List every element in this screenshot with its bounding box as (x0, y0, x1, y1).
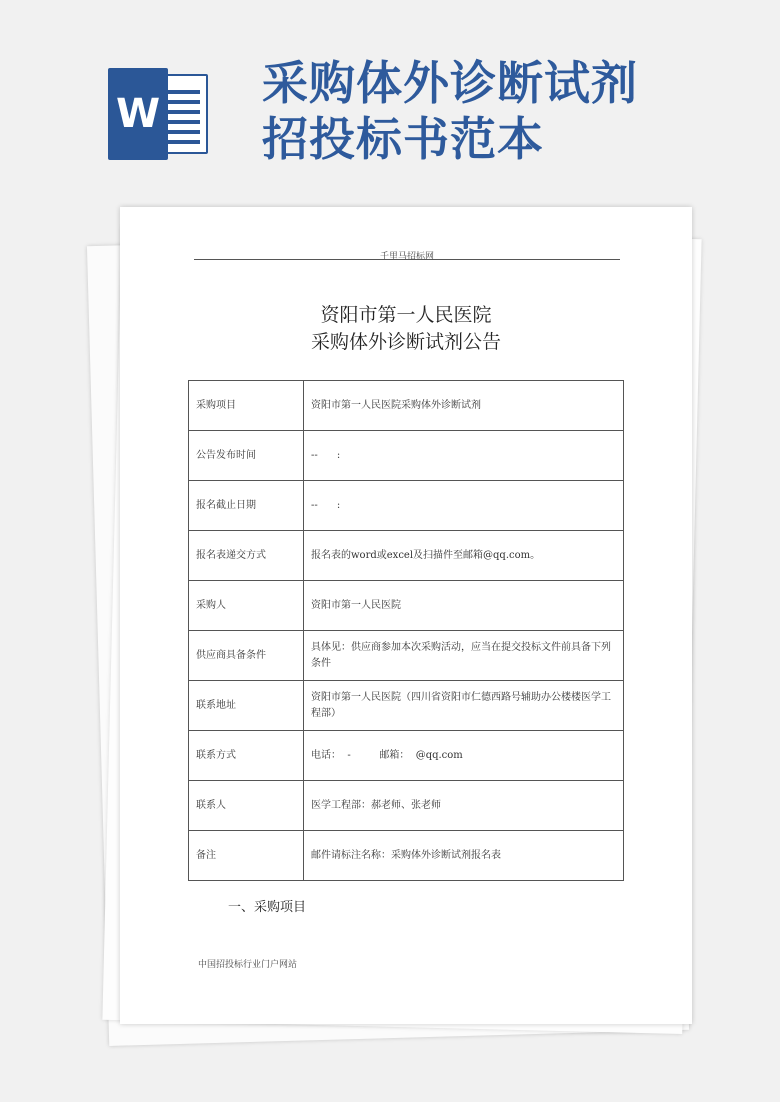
row-value: 电话： - 邮箱： @qq.com (304, 731, 624, 781)
table-row (189, 781, 624, 831)
table-row (189, 381, 624, 431)
table-row (189, 731, 624, 781)
banner-title (262, 55, 762, 167)
row-label: 报名截止日期 (189, 481, 304, 531)
banner-title-line1: 采购体外诊断试剂 (262, 56, 638, 110)
row-value: 具体见：供应商参加本次采购活动，应当在提交投标文件前具备下列条件 (304, 631, 624, 681)
page-footer: 中国招投标行业门户网站 (198, 960, 298, 970)
row-value: 邮件请标注名称：采购体外诊断试剂报名表 (304, 831, 624, 881)
row-value: 资阳市第一人民医院（四川省资阳市仁德西路号辅助办公楼楼医学工程部） (304, 681, 624, 731)
row-label: 报名表递交方式 (189, 531, 304, 581)
row-value: 报名表的word或excel及扫描件至邮箱@qq.com。 (304, 531, 624, 581)
row-label: 采购人 (189, 581, 304, 631)
page-header: 千里马招标网 (379, 252, 434, 262)
row-value: -- : (304, 481, 624, 531)
row-value: 资阳市第一人民医院 (304, 581, 624, 631)
row-label: 联系方式 (189, 731, 304, 781)
section-heading: 一、采购项目 (228, 900, 307, 915)
row-label: 公告发布时间 (189, 431, 304, 481)
table-row (189, 631, 624, 681)
row-label: 备注 (189, 831, 304, 881)
document-title (120, 302, 692, 356)
row-label: 供应商具备条件 (189, 631, 304, 681)
row-value: -- : (304, 431, 624, 481)
document-page (120, 207, 692, 1024)
table-row (189, 681, 624, 731)
row-label: 联系地址 (189, 681, 304, 731)
table-row (189, 531, 624, 581)
banner-title-line2: 招投标书范本 (262, 112, 544, 166)
table-row (189, 431, 624, 481)
word-logo-letter: W (108, 68, 168, 160)
table-row (189, 481, 624, 531)
row-value: 医学工程部：郝老师、张老师 (304, 781, 624, 831)
table-row (189, 831, 624, 881)
table-row (189, 581, 624, 631)
announcement-table (188, 380, 624, 881)
row-label: 联系人 (189, 781, 304, 831)
word-logo-icon (108, 68, 212, 160)
row-label: 采购项目 (189, 381, 304, 431)
header-divider (194, 259, 620, 260)
document-title-line1: 资阳市第一人民医院 (320, 304, 492, 326)
document-title-line2: 采购体外诊断试剂公告 (310, 331, 501, 353)
row-value: 资阳市第一人民医院采购体外诊断试剂 (304, 381, 624, 431)
